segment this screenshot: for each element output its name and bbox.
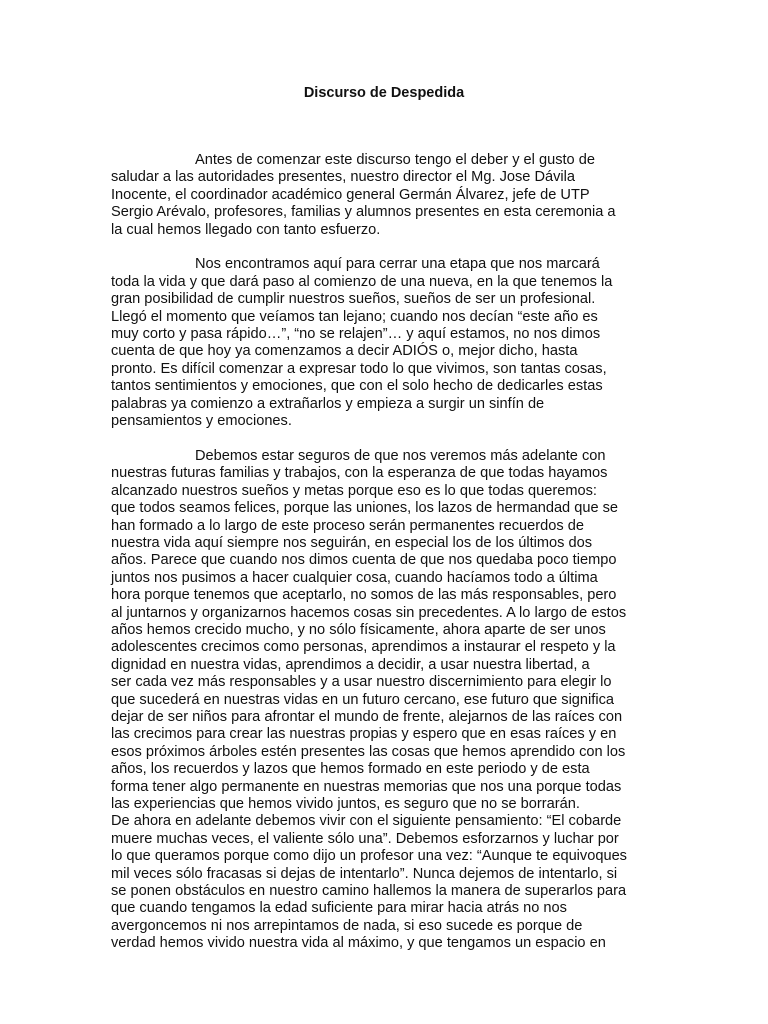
text-line: pronto. Es difícil comenzar a expresar todo lo que vivimos, son tantas cosas, [111,360,607,377]
text-line: avergoncemos ni nos arrepintamos de nada, si eso sucede es porque de [111,917,583,934]
paragraph [111,813,659,952]
document-title: Discurso de Despedida [303,85,465,101]
text-line: muy corto y pasa rápido…”, “no se relajen”… y aquí estamos, no nos dimos [111,326,601,343]
text-line: dejar de ser niños para afrontar el mundo de frente, alejarnos de las raíces con [111,708,623,725]
text-line: al juntarnos y organizarnos hacemos cosas sin precedentes. A lo largo de estos [111,604,627,621]
text-line: dignidad en nuestra vidas, aprendimos a decidir, a usar nuestra libertad, a [111,656,590,673]
paragraph [111,256,659,430]
text-line: Inocente, el coordinador académico general Germán Álvarez, jefe de UTP [111,186,590,203]
text-line: años hemos crecido mucho, y no sólo físicamente, ahora aparte de ser unos [111,621,606,638]
paragraph [111,152,659,239]
text-line: juntos nos pusimos a hacer cualquier cosa, cuando hacíamos todo a última [111,569,598,586]
text-line: Debemos estar seguros de que nos veremos más adelante con [195,447,606,464]
text-line: Sergio Arévalo, profesores, familias y alumnos presentes en esta ceremonia a [111,204,616,221]
text-line: se ponen obstáculos en nuestro camino hallemos la manera de superarlos para [111,883,627,900]
text-line: tantos sentimientos y emociones, que con el solo hecho de dedicarles estas [111,378,603,395]
text-line: forma tener algo permanente en nuestras memorias que nos una porque todas [111,778,622,795]
text-line: esos próximos árboles estén presentes las cosas que hemos aprendido con los [111,743,626,760]
text-line: adolescentes crecimos como personas, aprendimos a instaurar el respeto y la [111,639,616,656]
text-line: gran posibilidad de cumplir nuestros sueños, sueños de ser un profesional. [111,291,596,308]
text-line: pensamientos y emociones. [111,413,292,430]
text-line: la cual hemos llegado con tanto esfuerzo. [111,221,381,238]
paragraph-spacer [111,430,659,447]
text-line: que cuando tengamos la edad suficiente para mirar hacia atrás no nos [111,900,567,917]
text-line: años. Parece que cuando nos dimos cuenta de que nos quedaba poco tiempo [111,552,617,569]
text-line: toda la vida y que dará paso al comienzo de una nueva, en la que tenemos la [111,273,613,290]
text-line: nuestras futuras familias y trabajos, con la esperanza de que todas hayamos [111,465,608,482]
text-line: muere muchas veces, el valiente sólo una”. Debemos esforzarnos y luchar por [111,830,619,847]
text-line: verdad hemos vivido nuestra vida al máximo, y que tengamos un espacio en [111,935,606,952]
text-line: nuestra vida aquí siempre nos seguirán, en especial los de los últimos dos [111,534,593,551]
text-line: ser cada vez más responsables y a usar nuestro discernimiento para elegir lo [111,674,612,691]
text-line: alcanzado nuestros sueños y metas porque eso es lo que todas queremos: [111,482,597,499]
text-line: cuenta de que hoy ya comenzamos a decir ADIÓS o, mejor dicho, hasta [111,343,578,360]
text-line: hora porque tenemos que aceptarlo, no somos de las más responsables, pero [111,587,617,604]
text-line: que sucederá en nuestras vidas en un futuro cercano, ese futuro que significa [111,691,614,708]
text-line: años, los recuerdos y lazos que hemos formado en este periodo y de esta [111,761,590,778]
text-line: que todos seamos felices, porque las uniones, los lazos de hermandad que se [111,500,619,517]
text-line: palabras ya comienzo a extrañarlos y empieza a surgir un sinfín de [111,395,545,412]
paragraph-spacer [111,239,659,256]
paragraph [111,448,659,814]
text-line: De ahora en adelante debemos vivir con el siguiente pensamiento: “El cobarde [111,813,622,830]
document-body [111,152,659,953]
text-line: saludar a las autoridades presentes, nuestro director el Mg. Jose Dávila [111,169,575,186]
text-line: mil veces sólo fracasas si dejas de intentarlo”. Nunca dejemos de intentarlo, si [111,865,618,882]
text-line: Llegó el momento que veíamos tan lejano; cuando nos decían “este año es [111,308,598,325]
text-line: lo que queramos porque como dijo un profesor una vez: “Aunque te equivoques [111,848,627,865]
text-line: han formado a lo largo de este proceso serán permanentes recuerdos de [111,517,584,534]
text-line: Nos encontramos aquí para cerrar una etapa que nos marcará [195,256,600,273]
text-line: Antes de comenzar este discurso tengo el deber y el gusto de [195,152,595,168]
text-line: las crecimos para crear las nuestras propias y espero que en esas raíces y en [111,726,617,743]
text-line: las experiencias que hemos vivido juntos, es seguro que no se borrarán. [111,796,580,812]
